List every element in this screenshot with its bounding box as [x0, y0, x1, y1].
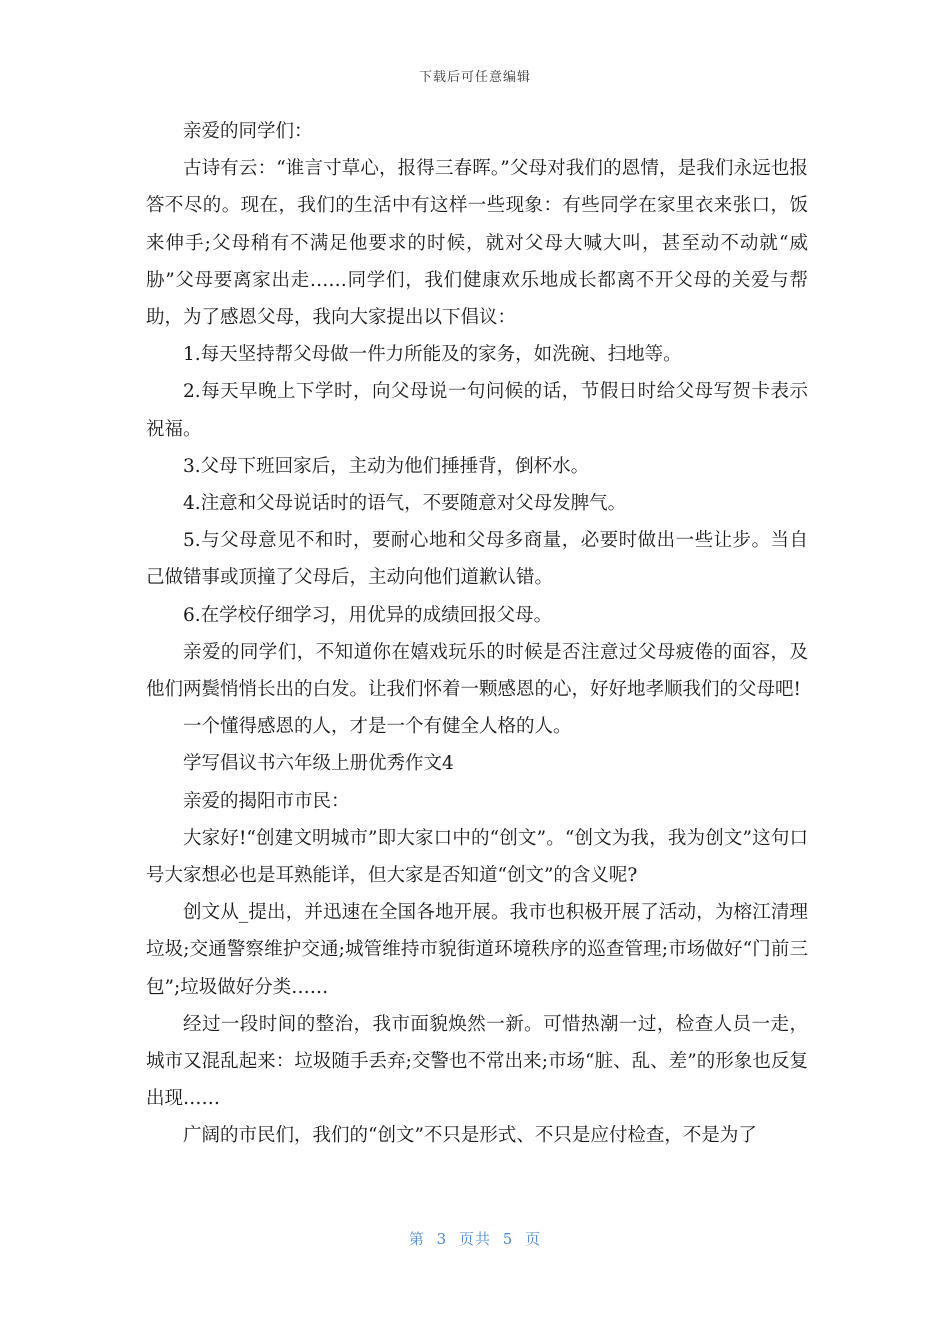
- document-body: [146, 113, 808, 1155]
- paragraph: 亲爱的同学们，不知道你在嬉戏玩乐的时候是否注意过父母疲倦的面容，及他们两鬓悄悄长出的白发。让我们怀着一颗感恩的心，好好地孝顺我们的父母吧!: [146, 641, 808, 701]
- paragraph: 6.在学校仔细学习，用优异的成绩回报父母。: [183, 604, 553, 626]
- footer-total-pages: 5: [502, 1230, 514, 1248]
- header-note: 下载后可任意编辑: [418, 70, 531, 85]
- page-footer: [0, 1228, 950, 1249]
- paragraph: 大家好!“创建文明城市”即大家口中的“创文”。“创文为我，我为创文”这句口号大家想必也是耳熟能详，但大家是否知道“创文”的含义呢?: [146, 827, 808, 887]
- footer-middle: 页共: [458, 1230, 491, 1248]
- paragraph: 5.与父母意见不和时，要耐心地和父母多商量，必要时做出一些让步。当自己做错事或顶撞了父母后，主动向他们道歉认错。: [146, 530, 808, 589]
- paragraph: 1.每天坚持帮父母做一件力所能及的家务，如洗碗、扫地等。: [183, 344, 682, 366]
- paragraph: 经过一段时间的整治，我市面貌焕然一新。可惜热潮一过，检查人员一走，城市又混乱起来：垃圾随手丢弃;交警也不常出来;市场“脏、乱、差”的形象也反复出现……: [146, 1013, 808, 1110]
- paragraph: 创文从_提出，并迅速在全国各地开展。我市也积极开展了活动，为榕江清理垃圾;交通警察维护交通;城管维持市貌街道环境秩序的巡查管理;市场做好“门前三包”;垃圾做好分类……: [146, 902, 808, 998]
- section-title: 学写倡议书六年级上册优秀作文4: [183, 753, 454, 775]
- footer-page-number: 3: [436, 1230, 448, 1248]
- paragraph: 4.注意和父母说话时的语气，不要随意对父母发脾气。: [183, 493, 627, 515]
- paragraph: 2.每天早晚上下学时，向父母说一句问候的话，节假日时给父母写贺卡表示祝福。: [146, 381, 808, 440]
- paragraph: 3.父母下班回家后，主动为他们捶捶背，倒杯水。: [183, 455, 590, 477]
- footer-suffix: 页: [525, 1230, 542, 1248]
- paragraph: 一个懂得感恩的人，才是一个有健全人格的人。: [183, 716, 572, 738]
- footer-prefix: 第: [408, 1230, 425, 1248]
- paragraph: 亲爱的同学们：: [183, 121, 313, 142]
- page-header: [0, 66, 950, 85]
- paragraph: 古诗有云：“谁言寸草心，报得三春晖。”父母对我们的恩情，是我们永远也报答不尽的。现在，我们的生活中有这样一些现象：有些同学在家里衣来张口，饭来伸手;父母稍有不满足他要求的时候，就对父母大喊大叫，甚至动不动就“威胁”父母要离家出走……同学们，我们健康欢乐地成长都离不开父母的关爱与帮助，为了感恩父母，我向大家提出以下倡议：: [146, 158, 808, 329]
- paragraph: 广阔的市民们，我们的“创文”不只是形式、不只是应付检查，不是为了: [183, 1125, 757, 1147]
- paragraph: 亲爱的揭阳市市民：: [183, 790, 350, 812]
